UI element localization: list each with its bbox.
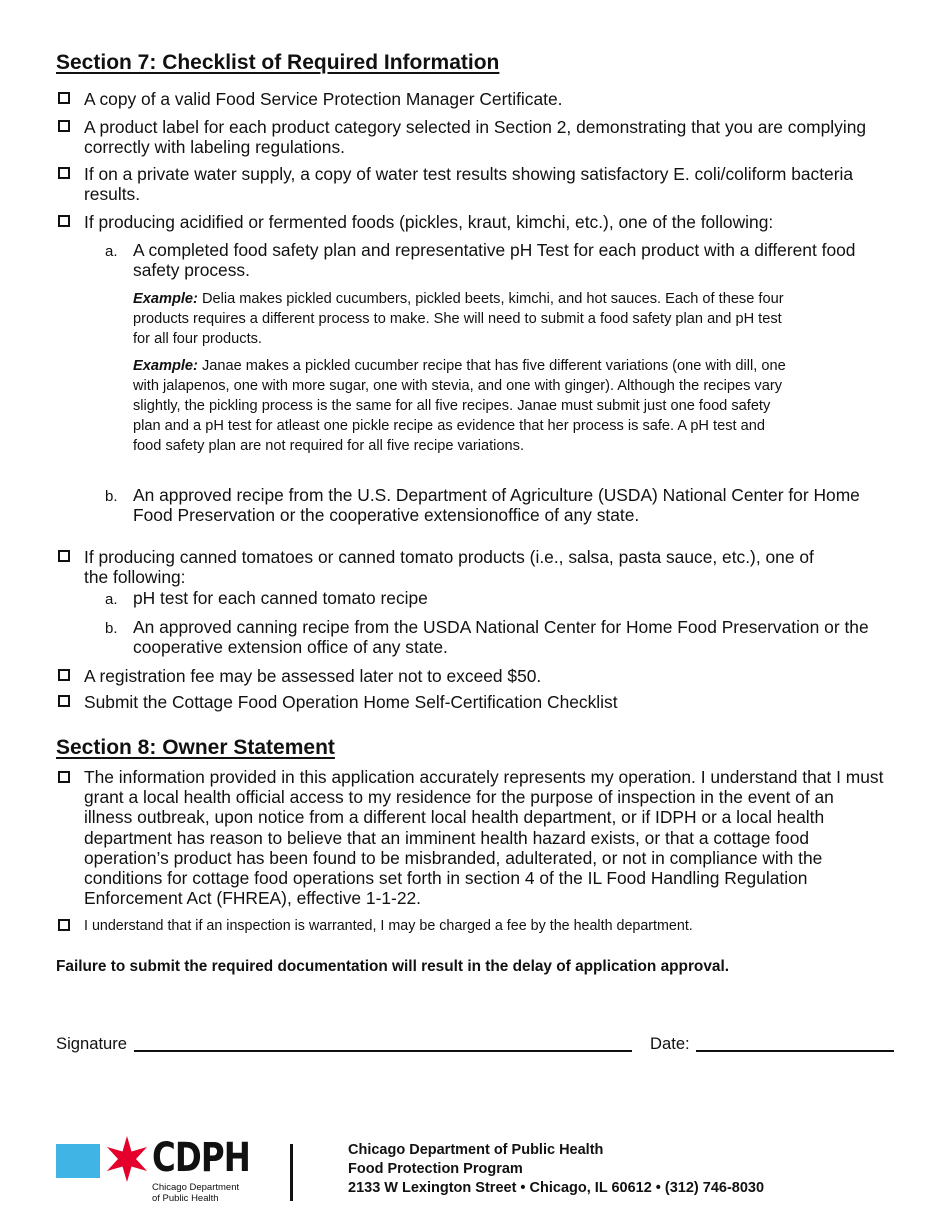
checkbox-water-test[interactable] bbox=[58, 167, 70, 179]
section-7-title: Section 7: Checklist of Required Information bbox=[56, 51, 500, 74]
checkbox-canned-tomatoes[interactable] bbox=[58, 550, 70, 562]
footer-divider bbox=[290, 1144, 293, 1201]
checkbox-product-label[interactable] bbox=[58, 120, 70, 132]
sub-item-food-safety-plan: A completed food safety plan and representative pH Test for each product with a different food safety process. bbox=[133, 240, 856, 281]
example-delia bbox=[133, 289, 793, 349]
example-delia-text: Delia makes pickled cucumbers, pickled beets, kimchi, and hot sauces. Each of these four products requires a different process to make. She will need to submit a food safety plan and pH test for all four products. bbox=[133, 291, 784, 347]
date-label: Date: bbox=[650, 1034, 690, 1053]
logo-subtitle bbox=[152, 1183, 239, 1204]
logo-text: CDPH bbox=[152, 1135, 250, 1181]
footer-program: Food Protection Program bbox=[348, 1161, 523, 1177]
logo-blue-block bbox=[56, 1144, 100, 1178]
item-canned-tomatoes: If producing canned tomatoes or canned tomato products (i.e., salsa, pasta sauce, etc.), one of the following: bbox=[84, 547, 814, 588]
item-product-label: A product label for each product category selected in Section 2, demonstrating that you are complying correctly with labeling regulations. bbox=[84, 117, 867, 158]
item-acidified-foods: If producing acidified or fermented foods (pickles, kraut, kimchi, etc.), one of the following: bbox=[84, 212, 774, 232]
sub-item-label-a: a. bbox=[105, 591, 118, 608]
section-8-title: Section 8: Owner Statement bbox=[56, 736, 335, 759]
item-self-cert-checklist: Submit the Cottage Food Operation Home Self-Certification Checklist bbox=[84, 692, 618, 712]
checkbox-acidified-foods[interactable] bbox=[58, 215, 70, 227]
checkbox-self-cert-checklist[interactable] bbox=[58, 695, 70, 707]
checkbox-food-manager-cert[interactable] bbox=[58, 92, 70, 104]
footer-address: 2133 W Lexington Street • Chicago, IL 60612 • (312) 746-8030 bbox=[348, 1180, 765, 1196]
submission-warning: Failure to submit the required documentation will result in the delay of application approval. bbox=[56, 958, 730, 975]
logo-star-icon bbox=[102, 1134, 152, 1186]
sub-item-label-a: a. bbox=[105, 243, 118, 260]
logo-subtitle-line1: Chicago Department bbox=[152, 1182, 240, 1193]
sub-item-label-b: b. bbox=[105, 488, 118, 505]
signature-label: Signature bbox=[56, 1034, 128, 1053]
sub-item-canning-recipe: An approved canning recipe from the USDA National Center for Home Food Preservation or the cooperative extension office of any state. bbox=[133, 617, 869, 658]
example-janae bbox=[133, 356, 793, 456]
logo-subtitle-line2: of Public Health bbox=[152, 1192, 219, 1204]
example-label: Example: bbox=[133, 291, 198, 307]
signature-line[interactable] bbox=[134, 1050, 632, 1052]
sub-item-usda-recipe: An approved recipe from the U.S. Department of Agriculture (USDA) National Center for Home Food Preservation or the cooperative extensionoffice of any state. bbox=[133, 485, 860, 526]
item-water-test: If on a private water supply, a copy of water test results showing satisfactory E. coli/coliform bacteria results. bbox=[84, 164, 854, 205]
item-food-manager-cert: A copy of a valid Food Service Protection Manager Certificate. bbox=[84, 89, 563, 109]
example-label: Example: bbox=[133, 358, 198, 374]
checkbox-owner-statement[interactable] bbox=[58, 771, 70, 783]
date-line[interactable] bbox=[696, 1050, 894, 1052]
example-janae-text: Janae makes a pickled cucumber recipe that has five different variations (one with dill, one with jalapenos, one with more sugar, one with stevia, and one with ginger). Although the recipes vary slightly, the pickling process is the same for all five recipes. Janae must submit just one food safety plan and a pH test for atleast one pickle recipe as evidence that her process is safe. A pH test and food safety plan are not required for all five recipe variations. bbox=[133, 358, 786, 454]
checkbox-registration-fee[interactable] bbox=[58, 669, 70, 681]
footer-org: Chicago Department of Public Health bbox=[348, 1142, 604, 1158]
sub-item-label-b: b. bbox=[105, 620, 118, 637]
owner-statement-text: The information provided in this application accurately represents my operation. I understand that I must grant a local health official access to my residence for the purpose of inspection in the event of an illness outbreak, upon notice from a different local health department, or if IDPH or a local health department has reason to believe that an imminent health hazard exists, or that a cottage food operation’s product has been found to be misbranded, adulterated, or not in compliance with the conditions for cottage food operations set forth in section 4 of the IL Food Handling Regulation Enforcement Act (FHREA), effective 1-1-22. bbox=[84, 767, 884, 909]
item-registration-fee: A registration fee may be assessed later not to exceed $50. bbox=[84, 666, 542, 686]
checkbox-inspection-fee[interactable] bbox=[58, 919, 70, 931]
sub-item-ph-test: pH test for each canned tomato recipe bbox=[133, 588, 428, 608]
inspection-fee-text: I understand that if an inspection is warranted, I may be charged a fee by the health department. bbox=[84, 918, 693, 934]
